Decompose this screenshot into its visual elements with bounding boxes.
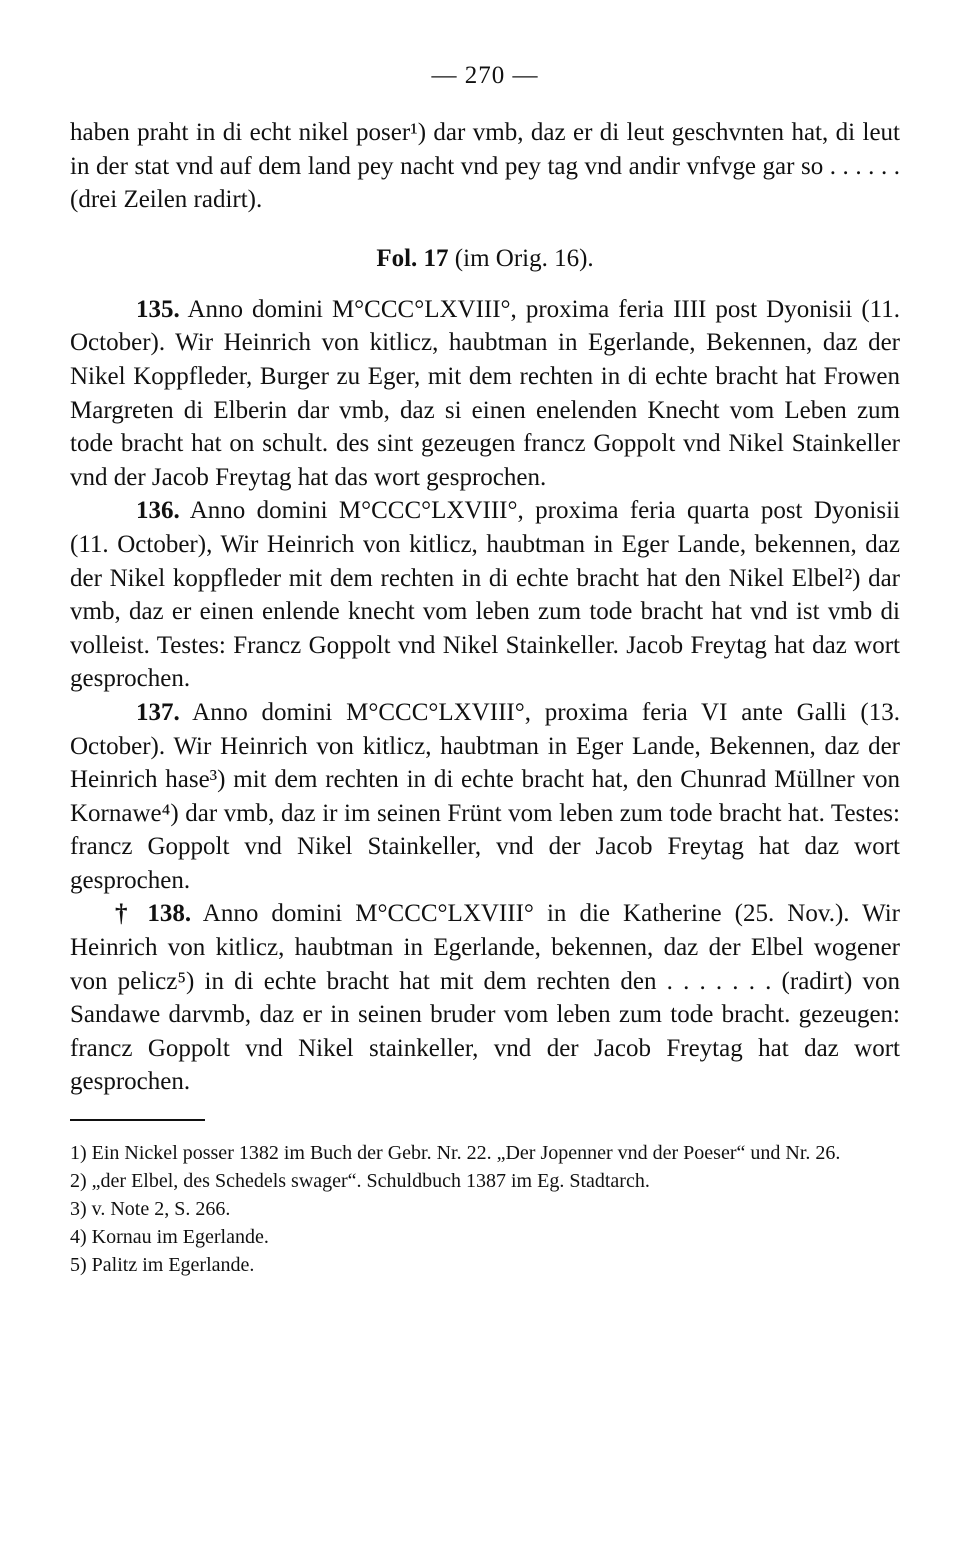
entry-text: Anno domini M°CCC°LXVIII°, proxima feria IIII post Dyonisii (11. October). Wir Heinrich von kitlicz, haubtman in Egerlande, Bekennen, daz der Nikel Koppfleder, Burger zu Eger, mit dem rechten in di echte bracht hat Frowen Margreten di Elberin dar vmb, daz si einen enelenden Knecht vom Leben zum tode bracht hat on schult. des sint gezeugen francz Goppolt vnd Nikel Stainkeller vnd der Jacob Freytag hat das wort gesprochen.	[70, 295, 900, 491]
folio-heading	[70, 245, 900, 273]
folio-original: (im Orig. 16).	[454, 244, 594, 272]
intro-paragraph: haben praht in di echt nikel poser¹) dar vmb, daz er di leut geschvnten hat, di leut in der stat vnd auf dem land pey nacht vnd pey tag vnd andir vnfvge gar so . . . . . . (drei Zeilen radirt).	[70, 119, 900, 214]
entry-138	[70, 897, 900, 1099]
entry-text: Anno domini M°CCC°LXVIII°, proxima feria quarta post Dyonisii (11. October), Wir Heinrich von kitlicz, haubtman in Eger Lande, bekennen, daz der Nikel koppfleder mit dem rechten in di echte bracht hat den Nikel Elbel²) dar vmb, daz er einen enlende knecht vom leben zum tode bracht hat vnd ist vmb di volleist. Testes: Francz Goppolt vnd Nikel Stainkeller. Jacob Freytag hat daz wort gesprochen.	[70, 497, 900, 693]
footnote-2: 2) „der Elbel, des Schedels swager“. Schuldbuch 1387 im Eg. Stadtarch.	[70, 1170, 650, 1193]
entry-number: † 138.	[115, 900, 192, 928]
entry-text: Anno domini M°CCC°LXVIII° in die Katherine (25. Nov.). Wir Heinrich von kitlicz, haubtman in Egerlande, bekennen, daz der Elbel wogener von pelicz⁵) in di echte bracht hat mit dem rechten den . . . . . . . (radirt) von Sandawe darvmb, daz er in seinen bruder vom leben zum tode bracht. gezeugen: francz Goppolt vnd Nikel stainkeller, vnd der Jacob Freytag hat daz wort gesprochen.	[70, 900, 901, 1096]
entry-number: 137.	[136, 698, 180, 726]
entry-number: 135.	[136, 295, 180, 323]
footnote-4: 4) Kornau im Egerlande.	[70, 1226, 269, 1249]
footnote-3: 3) v. Note 2, S. 266.	[70, 1198, 231, 1221]
entry-136	[70, 494, 900, 696]
footnote-divider	[70, 1119, 205, 1121]
entry-135	[70, 293, 900, 495]
folio-label: Fol. 17	[376, 244, 449, 272]
footnote-1: 1) Ein Nickel posser 1382 im Buch der Gebr. Nr. 22. „Der Jopenner vnd der Poeser“ und Nr. 26.	[70, 1142, 841, 1165]
footnote-5: 5) Palitz im Egerlande.	[70, 1254, 255, 1277]
entry-text: Anno domini M°CCC°LXVIII°, proxima feria VI ante Galli (13. October). Wir Heinrich von kitlicz, haubtman in Eger Lande, Bekennen, daz der Heinrich hase³) mit dem rechten in di echte bracht hat, den Chunrad Müllner von Kornawe⁴) dar vmb, daz ir im seinen Frünt vom leben zum tode bracht hat. Testes: francz Goppolt vnd Nikel Stainkeller, vnd der Jacob Freytag hat daz wort gesprochen.	[70, 698, 900, 894]
entry-number: 136.	[136, 497, 180, 525]
page-number: — 270 —	[431, 62, 539, 89]
entry-137	[70, 696, 900, 898]
